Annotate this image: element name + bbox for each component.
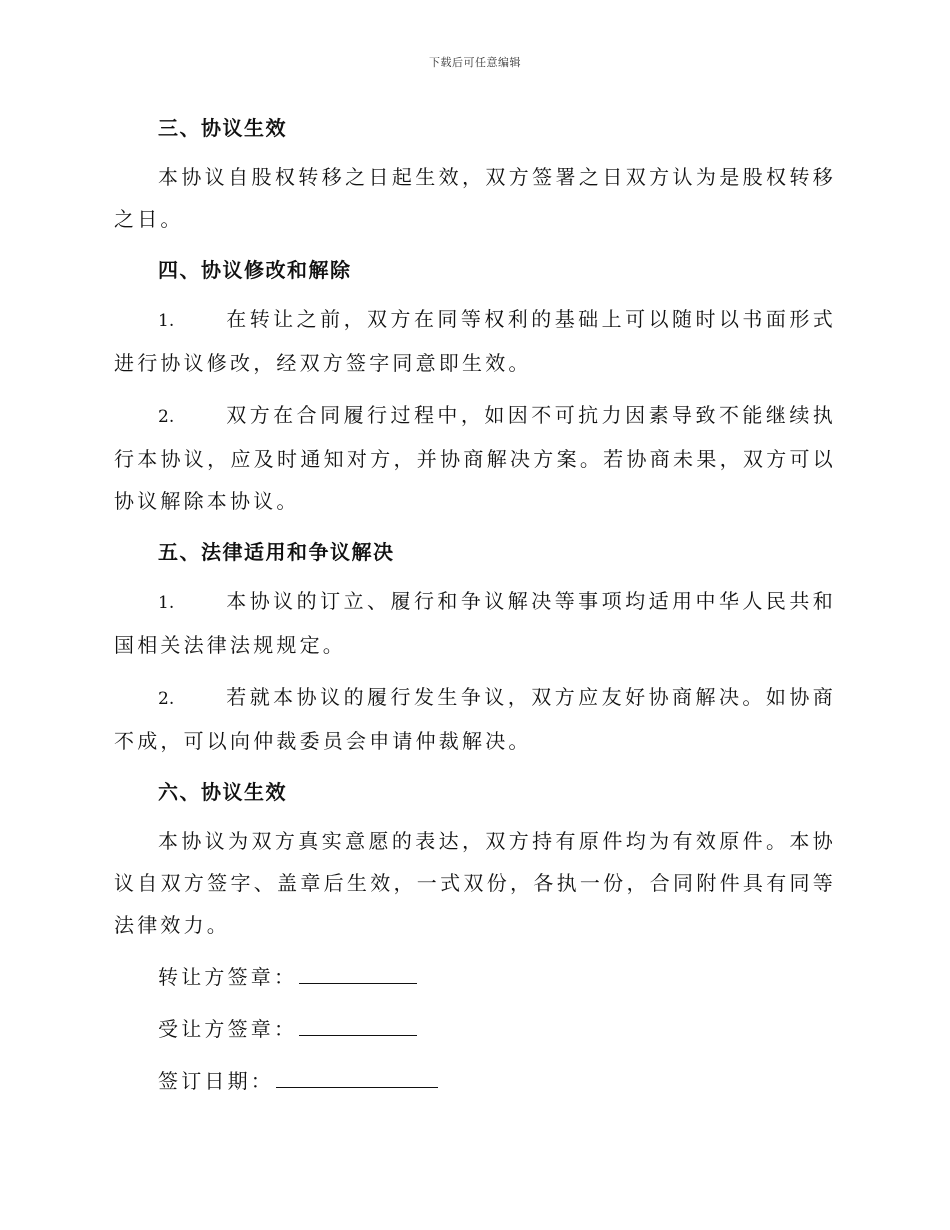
item-text: 在转让之前，双方在同等权利的基础上可以随时以书面形式进行协议修改，经双方签字同意即生效。	[114, 307, 836, 375]
transferee-label: 受让方签章：	[158, 1017, 298, 1041]
transferee-signature-blank	[299, 1013, 417, 1036]
header-note: 下载后可任意编辑	[429, 56, 521, 69]
transferor-signature	[114, 956, 836, 1008]
section-6-body: 本协议为双方真实意愿的表达，双方持有原件均为有效原件。本协议自双方签字、盖章后生效，一式双份，各执一份，合同附件具有同等法律效力。	[114, 829, 836, 937]
signing-date-blank	[276, 1065, 438, 1088]
section-5-title: 五、法律适用和争议解决	[158, 540, 395, 564]
section-4-item-2	[114, 394, 836, 522]
transferor-label: 转让方签章：	[158, 965, 298, 989]
signing-date-label: 签订日期：	[158, 1069, 274, 1093]
document-content	[114, 108, 836, 1112]
transferor-signature-blank	[299, 961, 417, 984]
item-number: 2.	[158, 407, 175, 427]
section-6-title: 六、协议生效	[158, 780, 287, 804]
item-number: 2.	[158, 689, 175, 709]
section-3-title: 三、协议生效	[158, 116, 287, 140]
section-4-title: 四、协议修改和解除	[158, 258, 352, 282]
signing-date	[114, 1060, 836, 1112]
section-3-body: 本协议自股权转移之日起生效，双方签署之日双方认为是股权转移之日。	[114, 165, 836, 231]
section-5-item-2	[114, 676, 836, 762]
item-number: 1.	[158, 311, 175, 331]
item-text: 若就本协议的履行发生争议，双方应友好协商解决。如协商不成，可以向仲裁委员会申请仲裁解决。	[114, 685, 836, 753]
section-4-item-1	[114, 298, 836, 384]
item-number: 1.	[158, 593, 175, 613]
item-text: 双方在合同履行过程中，如因不可抗力因素导致不能继续执行本协议，应及时通知对方，并协商解决方案。若协商未果，双方可以协议解除本协议。	[114, 403, 836, 513]
section-5-item-1	[114, 580, 836, 666]
transferee-signature	[114, 1008, 836, 1060]
item-text: 本协议的订立、履行和争议解决等事项均适用中华人民共和国相关法律法规规定。	[114, 589, 836, 657]
